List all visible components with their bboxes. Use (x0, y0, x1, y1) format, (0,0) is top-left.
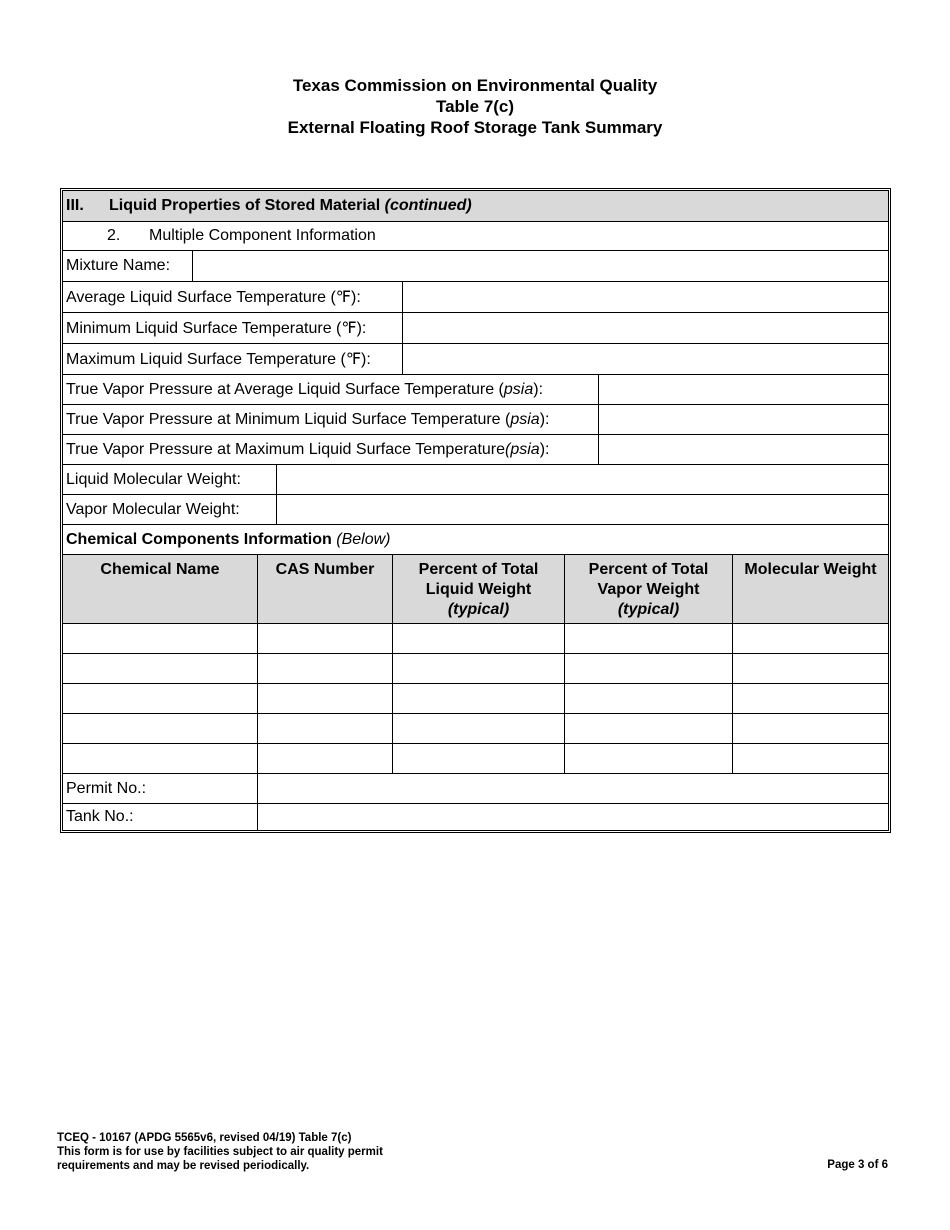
max-temp-input[interactable] (402, 344, 888, 374)
col-liquid-weight: Percent of Total Liquid Weight (typical) (392, 555, 564, 623)
tvp-max-row (63, 435, 888, 465)
tvp-max-label: True Vapor Pressure at Maximum Liquid Surface Temperature (psia ): (66, 440, 550, 458)
agency-title: Texas Commission on Environmental Quality (292, 76, 658, 95)
page-number: Page 3 of 6 (827, 1159, 888, 1171)
components-column-headers (63, 555, 888, 624)
subsection-title: Multiple Component Information (149, 227, 376, 244)
col-molecular-weight: Molecular Weight (732, 555, 888, 623)
table-row (63, 714, 888, 744)
col-vapor-weight: Percent of Total Vapor Weight (typical) (564, 555, 732, 623)
section-roman: III. (66, 197, 84, 214)
form-table (60, 188, 891, 833)
permit-no-row (63, 774, 888, 804)
max-temp-row (63, 344, 888, 375)
mixture-name-label: Mixture Name: (66, 257, 171, 274)
tvp-avg-input[interactable] (598, 375, 888, 404)
section-header-row (63, 191, 888, 222)
tvp-avg-row (63, 375, 888, 405)
components-heading-suffix: (Below) (336, 530, 391, 548)
subsection-number: 2. (107, 227, 121, 244)
subsection-row (63, 222, 888, 251)
tvp-max-input[interactable] (598, 435, 888, 464)
footer-note-1: This form is for use by facilities subject to air quality permit (57, 1146, 383, 1158)
section-title-suffix: (continued) (384, 197, 472, 214)
liquid-mw-input[interactable] (276, 465, 888, 494)
permit-no-input[interactable] (257, 774, 888, 803)
avg-temp-row (63, 282, 888, 313)
form-id: TCEQ - 10167 (APDG 5565v6, revised 04/19) Table 7(c) (57, 1132, 352, 1144)
table-row (63, 624, 888, 654)
liquid-mw-row (63, 465, 888, 495)
min-temp-row (63, 313, 888, 344)
tank-no-input[interactable] (257, 804, 888, 830)
vapor-mw-label: Vapor Molecular Weight: (66, 500, 240, 518)
min-temp-label: Minimum Liquid Surface Temperature (℉): (66, 320, 367, 337)
table-title: External Floating Roof Storage Tank Summary (287, 118, 663, 137)
form-footer (57, 1131, 383, 1173)
mixture-name-input[interactable] (192, 251, 888, 281)
liquid-mw-label: Liquid Molecular Weight: (66, 470, 241, 488)
table-row (63, 684, 888, 714)
avg-temp-input[interactable] (402, 282, 888, 312)
col-chemical-name: Chemical Name (100, 561, 220, 578)
avg-temp-label: Average Liquid Surface Temperature (℉): (66, 289, 361, 306)
col-cas-number: CAS Number (257, 555, 392, 623)
tvp-avg-label: True Vapor Pressure at Average Liquid Surface Temperature ( psia ): (66, 380, 544, 398)
components-heading: Chemical Components Information (66, 530, 332, 548)
tvp-min-row (63, 405, 888, 435)
tank-no-row (63, 804, 888, 830)
table-row (63, 744, 888, 774)
permit-no-label: Permit No.: (66, 779, 147, 797)
table-number: Table 7(c) (435, 97, 515, 116)
tvp-min-label: True Vapor Pressure at Minimum Liquid Surface Temperature ( psia ): (66, 410, 550, 428)
min-temp-input[interactable] (402, 313, 888, 343)
tank-no-label: Tank No.: (66, 808, 134, 825)
vapor-mw-row (63, 495, 888, 525)
components-heading-row (63, 525, 888, 555)
vapor-mw-input[interactable] (276, 495, 888, 524)
section-title: Liquid Properties of Stored Material (109, 197, 381, 214)
mixture-name-row (63, 251, 888, 282)
tvp-min-input[interactable] (598, 405, 888, 434)
footer-note-2: requirements and may be revised periodically. (57, 1160, 310, 1172)
form-header (0, 75, 950, 138)
max-temp-label: Maximum Liquid Surface Temperature (℉): (66, 351, 371, 368)
table-row (63, 654, 888, 684)
